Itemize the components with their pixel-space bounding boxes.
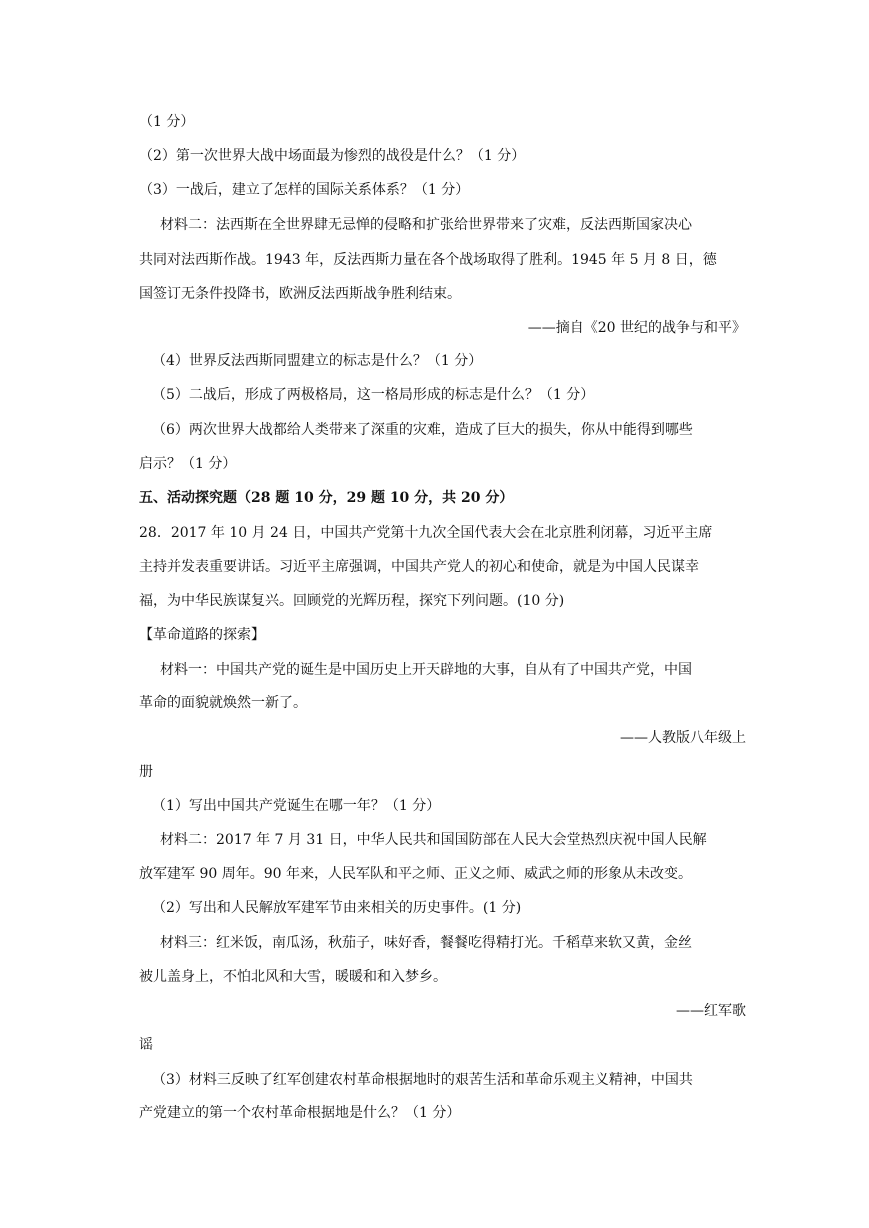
- question-28-line-2: 主持并发表重要讲话。习近平主席强调，中国共产党人的初心和使命，就是为中国人民谋幸: [139, 559, 699, 575]
- question-2: （2）第一次世界大战中场面最为惨烈的战役是什么？（1 分）: [139, 148, 526, 164]
- question-4: （4）世界反法西斯同盟建立的标志是什么？（1 分）: [152, 353, 483, 369]
- source-citation-3: ——红军歌: [676, 1003, 746, 1019]
- subsection-title: 【革命道路的探索】: [139, 627, 265, 643]
- source-citation: ——摘自《20 世纪的战争与和平》: [527, 320, 746, 336]
- material-2b-line-1: 材料二：2017 年 7 月 31 日，中华人民共和国国防部在人民大会堂热烈庆祝中国人民解: [160, 832, 707, 848]
- question-28-3-line-2: 产党建立的第一个农村革命根据地是什么？（1 分）: [139, 1105, 461, 1121]
- question-5: （5）二战后，形成了两极格局，这一格局形成的标志是什么？（1 分）: [152, 387, 595, 403]
- material-2-line-1: 材料二：法西斯在全世界肆无忌惮的侵略和扩张给世界带来了灾难，反法西斯国家决心: [160, 217, 692, 233]
- question-3: （3）一战后，建立了怎样的国际关系体系？（1 分）: [139, 182, 470, 198]
- material-1-line-2: 革命的面貌就焕然一新了。: [139, 695, 307, 711]
- material-3-line-1: 材料三：红米饭，南瓜汤，秋茄子，味好香，餐餐吃得精打光。千稻草来软又黄，金丝: [160, 935, 692, 951]
- source-citation-2: ——人教版八年级上: [620, 730, 746, 746]
- material-3-line-2: 被儿盖身上，不怕北风和大雪，暖暖和和入梦乡。: [139, 969, 447, 985]
- question-6-line-1: （6）两次世界大战都给人类带来了深重的灾难，造成了巨大的损失，你从中能得到哪些: [152, 422, 693, 438]
- material-2-line-2: 共同对法西斯作战。1943 年，反法西斯力量在各个战场取得了胜利。1945 年 5 月 8 日，德: [139, 252, 717, 268]
- question-28-line-1: 28．2017 年 10 月 24 日，中国共产党第十九次全国代表大会在北京胜利闭幕，习近平主席: [139, 525, 713, 541]
- source-citation-2-wrap: 册: [139, 764, 153, 780]
- question-28-line-3: 福，为中华民族谋复兴。回顾党的光辉历程，探究下列问题。(10 分): [139, 593, 565, 609]
- question-28-1: （1）写出中国共产党诞生在哪一年？（1 分）: [152, 798, 441, 814]
- source-citation-3-wrap: 谣: [139, 1037, 153, 1053]
- question-28-2: （2）写出和人民解放军建军节由来相关的历史事件。(1 分): [152, 900, 522, 916]
- question-28-3-line-1: （3）材料三反映了红军创建农村革命根据地时的艰苦生活和革命乐观主义精神，中国共: [152, 1072, 693, 1088]
- material-2b-line-2: 放军建军 90 周年。90 年来，人民军队和平之师、正义之师、威武之师的形象从未改变。: [139, 866, 692, 882]
- material-2-line-3: 国签订无条件投降书，欧洲反法西斯战争胜利结束。: [139, 286, 461, 302]
- score-note: （1 分）: [139, 114, 195, 130]
- question-6-line-2: 启示？（1 分）: [139, 456, 237, 472]
- section-heading: 五、活动探究题（28 题 10 分，29 题 10 分，共 20 分）: [139, 490, 514, 506]
- material-1-line-1: 材料一：中国共产党的诞生是中国历史上开天辟地的大事，自从有了中国共产党，中国: [160, 662, 692, 678]
